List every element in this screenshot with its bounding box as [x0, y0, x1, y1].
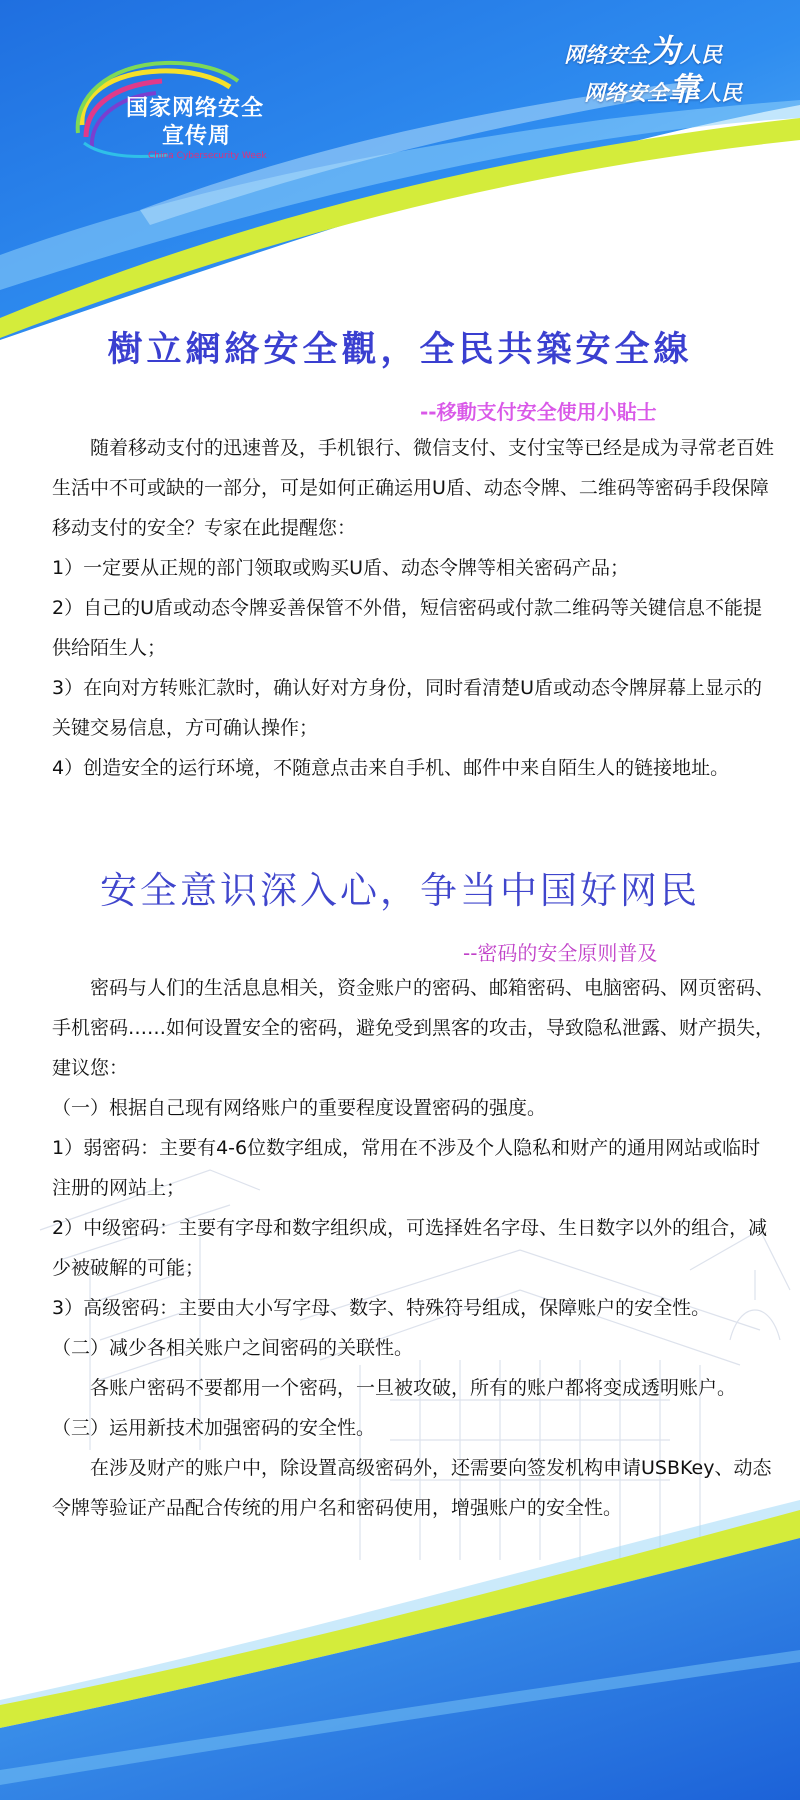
logo-title-line2: 宣传周	[162, 124, 232, 149]
section2-paragraph: 1）弱密码：主要有4-6位数字组成，常用在不涉及个人隐私和财产的通用网站或临时注册的网站上；	[52, 1137, 761, 1199]
cybersecurity-week-logo	[70, 55, 300, 165]
slogan-2-big: 靠	[667, 70, 700, 108]
section1-title: 樹立網絡安全觀，全民共築安全線	[107, 329, 693, 370]
logo-english: China Cybersecurity Week	[148, 151, 267, 161]
section2-paragraph: 在涉及财产的账户中，除设置高级密码外，还需要向签发机构申请USBKey、动态令牌等验证产品配合传统的用户名和密码使用，增强账户的安全性。	[52, 1457, 772, 1519]
section2-paragraph: 3）高级密码：主要由大小写字母、数字、特殊符号组成，保障账户的安全性。	[52, 1297, 711, 1319]
section2-subtitle: --密码的安全原则普及	[463, 941, 658, 965]
section1-subtitle: --移動支付安全使用小貼士	[420, 400, 657, 424]
section2-paragraph: 各账户密码不要都用一个密码，一旦被攻破，所有的账户都将变成透明账户。	[90, 1377, 737, 1399]
slogan-line-2	[584, 64, 742, 110]
section2-paragraph: （一）根据自己现有网络账户的重要程度设置密码的强度。	[52, 1097, 547, 1119]
section2-paragraph: （二）减少各相关账户之间密码的关联性。	[52, 1337, 414, 1359]
section2-paragraph: 2）中级密码：主要有字母和数字组织成，可选择姓名字母、生日数字以外的组合，减少被破解的可能；	[52, 1217, 768, 1279]
section1-paragraph: 2）自己的U盾或动态令牌妥善保管不外借，短信密码或付款二维码等关键信息不能提供给陌生人；	[52, 597, 762, 659]
section2-paragraph: （三）运用新技术加强密码的安全性。	[52, 1417, 376, 1439]
slogan-group	[482, 20, 742, 108]
section1-paragraph: 4）创造安全的运行环境，不随意点击来自手机、邮件中来自陌生人的链接地址。	[52, 757, 730, 779]
slogan-2-suffix: 人民	[700, 81, 742, 105]
section1-paragraph: 1）一定要从正规的部门领取或购买U盾、动态令牌等相关密码产品；	[52, 557, 629, 579]
section2-paragraph: 密码与人们的生活息息相关，资金账户的密码、邮箱密码、电脑密码、网页密码、手机密码……如何设置安全的密码，避免受到黑客的攻击，导致隐私泄露、财产损失，建议您：	[52, 977, 775, 1079]
section2-title: 安全意识深入心，争当中国好网民	[100, 869, 700, 912]
section2-body	[52, 968, 777, 1528]
slogan-1-big: 为	[647, 32, 680, 70]
section1-body	[52, 428, 777, 788]
slogan-1-prefix: 网络安全	[563, 43, 648, 67]
logo-title-line1: 国家网络安全	[126, 96, 265, 121]
section1-paragraph: 随着移动支付的迅速普及，手机银行、微信支付、支付宝等已经是成为寻常老百姓生活中不可或缺的一部分，可是如何正确运用U盾、动态令牌、二维码等密码手段保障移动支付的安全？专家在此提醒您：	[52, 437, 775, 539]
slogan-1-suffix: 人民	[680, 43, 722, 67]
slogan-2-prefix: 网络安全	[583, 81, 668, 105]
section1-paragraph: 3）在向对方转账汇款时，确认好对方身份，同时看清楚U盾或动态令牌屏幕上显示的关键交易信息，方可确认操作；	[52, 677, 762, 739]
